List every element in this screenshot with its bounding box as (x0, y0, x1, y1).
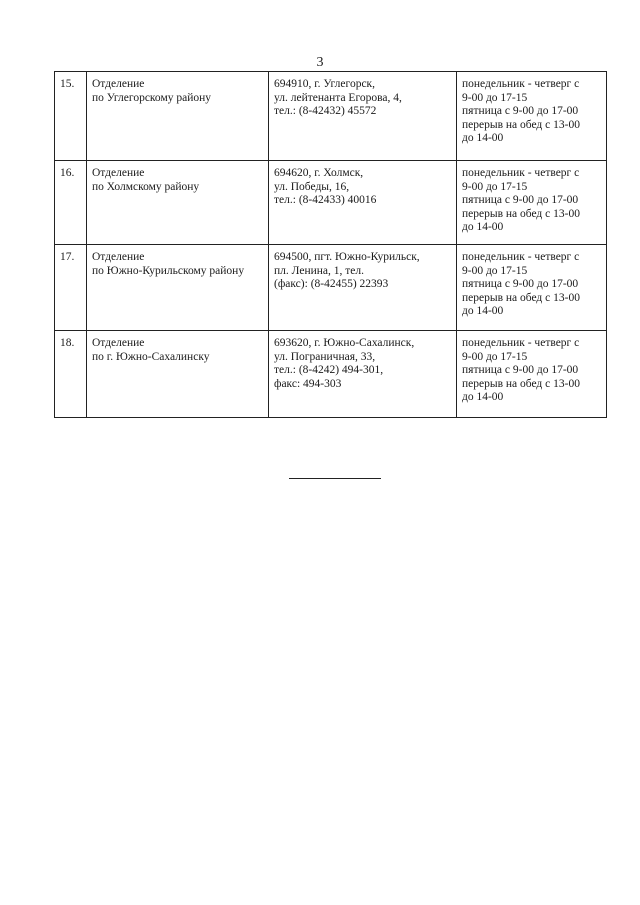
address-line: ул. Победы, 16, (274, 180, 350, 193)
address-line: (факс): (8-42455) 22393 (274, 278, 389, 290)
row-number: 15. (55, 72, 87, 161)
office-hours-cell (457, 245, 607, 331)
hours-line: перерыв на обед с 13-00 (462, 207, 580, 220)
hours-line: понедельник - четверг с (462, 337, 580, 349)
hours-line: 9-00 до 17-15 (462, 91, 528, 104)
closing-divider (289, 478, 381, 479)
row-number: 18. (55, 331, 87, 418)
hours-line: пятница с 9-00 до 17-00 (462, 364, 579, 376)
address-line: 694910, г. Углегорск, (274, 78, 376, 90)
office-name-line: по Углегорскому району (92, 91, 212, 104)
page-number: 3 (316, 55, 324, 70)
office-hours-cell (457, 161, 607, 245)
address-line: тел.: (8-42433) 40016 (274, 194, 377, 206)
office-hours-cell (457, 72, 607, 161)
address-line: 694500, пгт. Южно-Курильск, (274, 251, 420, 263)
hours-line: пятница с 9-00 до 17-00 (462, 105, 579, 117)
office-name-cell (87, 72, 269, 161)
office-name-line: Отделение (92, 78, 145, 90)
hours-line: 9-00 до 17-15 (462, 180, 528, 193)
office-name-line: Отделение (92, 337, 145, 349)
hours-line: пятница с 9-00 до 17-00 (462, 278, 579, 290)
hours-line: до 14-00 (462, 132, 504, 144)
table-row (55, 72, 607, 161)
address-line: факс: 494-303 (274, 377, 342, 390)
office-name-cell (87, 161, 269, 245)
office-address-cell (269, 72, 457, 161)
hours-line: понедельник - четверг с (462, 167, 580, 179)
office-name-line: по Холмскому району (92, 180, 200, 193)
office-address-cell (269, 161, 457, 245)
address-line: тел.: (8-42432) 45572 (274, 105, 377, 117)
office-name-line: Отделение (92, 251, 145, 263)
row-number: 17. (55, 245, 87, 331)
hours-line: перерыв на обед с 13-00 (462, 118, 580, 131)
hours-line: 9-00 до 17-15 (462, 350, 528, 363)
address-line: 693620, г. Южно-Сахалинск, (274, 337, 415, 349)
offices-table-body (55, 72, 607, 418)
hours-line: перерыв на обед с 13-00 (462, 291, 580, 304)
hours-line: перерыв на обед с 13-00 (462, 377, 580, 390)
row-number: 16. (55, 161, 87, 245)
address-line: ул. Пограничная, 33, (274, 350, 376, 363)
hours-line: понедельник - четверг с (462, 251, 580, 263)
hours-line: 9-00 до 17-15 (462, 264, 528, 277)
office-name-line: Отделение (92, 167, 145, 179)
table-row (55, 161, 607, 245)
address-line: 694620, г. Холмск, (274, 167, 364, 179)
office-address-cell (269, 245, 457, 331)
hours-line: понедельник - четверг с (462, 78, 580, 90)
office-name-cell (87, 331, 269, 418)
hours-line: до 14-00 (462, 305, 504, 317)
hours-line: пятница с 9-00 до 17-00 (462, 194, 579, 206)
hours-line: до 14-00 (462, 221, 504, 233)
offices-table (54, 71, 607, 418)
table-row (55, 331, 607, 418)
address-line: пл. Ленина, 1, тел. (274, 264, 365, 277)
address-line: ул. лейтенанта Егорова, 4, (274, 91, 402, 104)
table-row (55, 245, 607, 331)
office-address-cell (269, 331, 457, 418)
office-name-line: по Южно-Курильскому району (92, 264, 245, 277)
office-name-cell (87, 245, 269, 331)
office-name-line: по г. Южно-Сахалинску (92, 350, 210, 363)
address-line: тел.: (8-4242) 494-301, (274, 364, 384, 376)
hours-line: до 14-00 (462, 391, 504, 403)
office-hours-cell (457, 331, 607, 418)
